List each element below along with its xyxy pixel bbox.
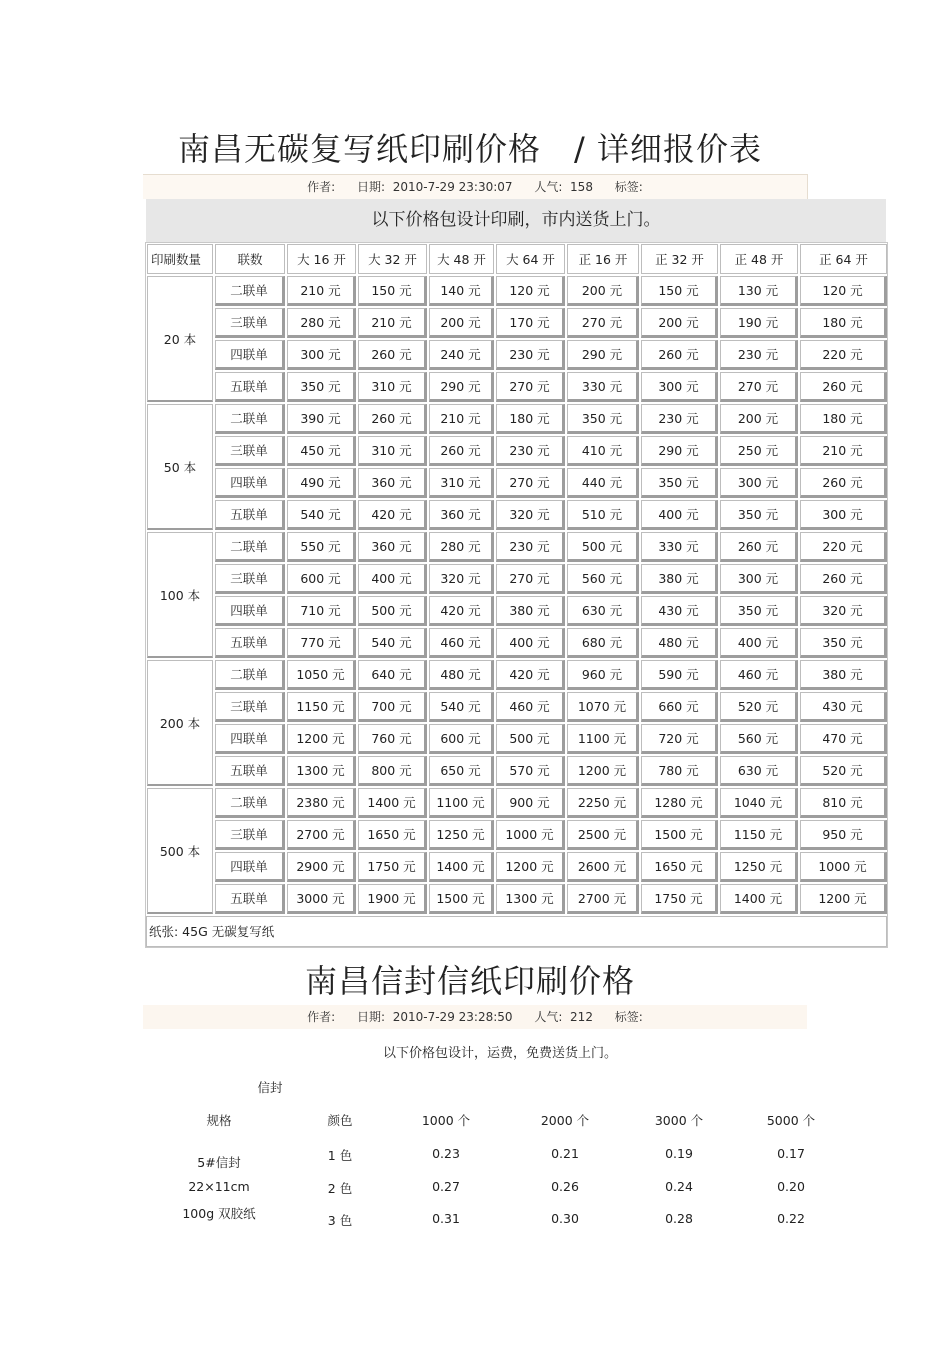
price-cell: 260 元 [429,436,494,466]
price-cell: 310 元 [358,372,427,402]
price-cell: 0.24 [665,1179,693,1194]
price-cell: 260 元 [800,468,887,498]
price-cell: 2700 元 [567,884,639,914]
form-type-cell: 二联单 [215,788,285,818]
form-type-cell: 五联单 [215,884,285,914]
price-cell: 1200 元 [287,724,356,754]
column-header: 印刷数量 [147,244,213,274]
date-text: 日期: 2010-7-29 23:28:50 [357,1010,513,1024]
price-cell: 320 元 [800,596,887,626]
price-cell: 260 元 [641,340,718,370]
price-cell: 210 元 [800,436,887,466]
color-cell: 1 色 [327,1148,353,1163]
price-cell: 230 元 [496,532,565,562]
price-cell: 280 元 [429,532,494,562]
page-title: 南昌无碳复写纸印刷价格 / 详细报价表 [178,130,762,168]
price-cell: 300 元 [720,468,798,498]
price-cell: 460 元 [720,660,798,690]
price-cell: 400 元 [358,564,427,594]
price-notice: 以下价格包设计印刷，市内送货上门。 [146,199,886,242]
form-type-cell: 五联单 [215,756,285,786]
price-cell: 960 元 [567,660,639,690]
price-cell: 350 元 [287,372,356,402]
column-header: 规格 [206,1113,232,1128]
column-header: 3000 个 [654,1113,704,1128]
price-cell: 480 元 [641,628,718,658]
price-cell: 410 元 [567,436,639,466]
price-cell: 660 元 [641,692,718,722]
price-cell: 600 元 [429,724,494,754]
price-cell: 450 元 [287,436,356,466]
column-header: 颜色 [327,1113,353,1128]
spec-line: 100g 双胶纸 [182,1206,256,1221]
price-cell: 520 元 [720,692,798,722]
form-type-cell: 四联单 [215,852,285,882]
price-cell: 1280 元 [641,788,718,818]
paper-note: 纸张: 45G 无碳复写纸 [146,916,887,947]
price-cell: 800 元 [358,756,427,786]
form-type-cell: 五联单 [215,372,285,402]
price-cell: 400 元 [641,500,718,530]
price-cell: 190 元 [720,308,798,338]
price-cell: 200 元 [429,308,494,338]
author-label: 作者: [307,1010,336,1024]
quantity-cell: 200 本 [147,660,213,786]
price-cell: 460 元 [496,692,565,722]
price-cell: 260 元 [720,532,798,562]
price-cell: 1070 元 [567,692,639,722]
form-type-cell: 二联单 [215,532,285,562]
price-cell: 270 元 [496,564,565,594]
price-cell: 130 元 [720,276,798,306]
price-cell: 0.31 [432,1211,460,1226]
price-cell: 430 元 [641,596,718,626]
price-cell: 1150 元 [287,692,356,722]
price-cell: 150 元 [641,276,718,306]
category-label: 信封 [257,1080,283,1095]
price-cell: 180 元 [800,308,887,338]
price-cell: 2250 元 [567,788,639,818]
column-header: 正 32 开 [641,244,718,274]
price-cell: 3000 元 [287,884,356,914]
price-cell: 0.28 [665,1211,693,1226]
price-cell: 0.17 [777,1146,805,1161]
price-cell: 700 元 [358,692,427,722]
form-type-cell: 五联单 [215,628,285,658]
price-cell: 2700 元 [287,820,356,850]
price-cell: 420 元 [429,596,494,626]
price-cell: 330 元 [567,372,639,402]
price-cell: 1200 元 [567,756,639,786]
price-cell: 200 元 [720,404,798,434]
price-cell: 400 元 [496,628,565,658]
price-cell: 230 元 [496,340,565,370]
price-cell: 2380 元 [287,788,356,818]
form-type-cell: 二联单 [215,404,285,434]
form-type-cell: 三联单 [215,692,285,722]
column-header: 2000 个 [540,1113,590,1128]
column-header: 大 48 开 [429,244,494,274]
price-cell: 260 元 [358,404,427,434]
price-cell: 300 元 [720,564,798,594]
price-cell: 0.20 [777,1179,805,1194]
price-cell: 380 元 [800,660,887,690]
price-cell: 1050 元 [287,660,356,690]
column-header: 大 32 开 [358,244,427,274]
price-cell: 200 元 [641,308,718,338]
price-cell: 1000 元 [800,852,887,882]
price-cell: 350 元 [567,404,639,434]
price-cell: 260 元 [800,564,887,594]
price-cell: 230 元 [720,340,798,370]
price-cell: 1250 元 [720,852,798,882]
price-cell: 1040 元 [720,788,798,818]
price-cell: 1300 元 [287,756,356,786]
section-title: 南昌信封信纸印刷价格 [304,962,635,1000]
price-cell: 950 元 [800,820,887,850]
price-cell: 320 元 [496,500,565,530]
price-cell: 420 元 [358,500,427,530]
form-type-cell: 三联单 [215,308,285,338]
price-cell: 240 元 [429,340,494,370]
price-cell: 350 元 [800,628,887,658]
quantity-cell: 50 本 [147,404,213,530]
popularity-text: 人气: 212 [534,1010,593,1024]
price-cell: 210 元 [358,308,427,338]
column-header: 5000 个 [766,1113,816,1128]
price-cell: 280 元 [287,308,356,338]
price-cell: 500 元 [358,596,427,626]
price-cell: 1250 元 [429,820,494,850]
quantity-cell: 500 本 [147,788,213,914]
price-cell: 560 元 [720,724,798,754]
price-cell: 570 元 [496,756,565,786]
price-cell: 500 元 [567,532,639,562]
price-cell: 320 元 [429,564,494,594]
form-type-cell: 三联单 [215,820,285,850]
color-cell: 2 色 [327,1181,353,1196]
form-type-cell: 二联单 [215,660,285,690]
price-cell: 210 元 [287,276,356,306]
price-cell: 1200 元 [496,852,565,882]
price-cell: 600 元 [287,564,356,594]
price-cell: 230 元 [641,404,718,434]
price-cell: 290 元 [641,436,718,466]
form-type-cell: 二联单 [215,276,285,306]
column-header: 大 64 开 [496,244,565,274]
form-type-cell: 四联单 [215,596,285,626]
price-cell: 780 元 [641,756,718,786]
price-cell: 2500 元 [567,820,639,850]
quantity-cell: 20 本 [147,276,213,402]
price-cell: 170 元 [496,308,565,338]
price-cell: 1150 元 [720,820,798,850]
price-cell: 350 元 [720,500,798,530]
price-cell: 300 元 [287,340,356,370]
price-cell: 210 元 [429,404,494,434]
price-cell: 1300 元 [496,884,565,914]
price-cell: 360 元 [358,468,427,498]
price-cell: 310 元 [358,436,427,466]
price-cell: 360 元 [429,500,494,530]
price-cell: 550 元 [287,532,356,562]
price-cell: 300 元 [641,372,718,402]
price-cell: 540 元 [287,500,356,530]
price-cell: 540 元 [358,628,427,658]
form-type-cell: 四联单 [215,340,285,370]
price-cell: 220 元 [800,340,887,370]
form-type-cell: 三联单 [215,436,285,466]
popularity-text: 人气: 158 [534,180,593,194]
price-cell: 640 元 [358,660,427,690]
column-header: 正 48 开 [720,244,798,274]
price-cell: 180 元 [496,404,565,434]
price-cell: 0.23 [432,1146,460,1161]
form-type-cell: 三联单 [215,564,285,594]
price-cell: 400 元 [720,628,798,658]
price-cell: 380 元 [496,596,565,626]
price-cell: 480 元 [429,660,494,690]
price-cell: 2600 元 [567,852,639,882]
price-cell: 350 元 [720,596,798,626]
price-cell: 760 元 [358,724,427,754]
price-cell: 1750 元 [358,852,427,882]
price-cell: 1100 元 [429,788,494,818]
price-cell: 2900 元 [287,852,356,882]
price-cell: 150 元 [358,276,427,306]
price-cell: 650 元 [429,756,494,786]
price-cell: 1000 元 [496,820,565,850]
price-cell: 310 元 [429,468,494,498]
price-cell: 1750 元 [641,884,718,914]
price-cell: 220 元 [800,532,887,562]
price-cell: 390 元 [287,404,356,434]
price-cell: 120 元 [496,276,565,306]
price-cell: 270 元 [496,372,565,402]
column-header: 1000 个 [421,1113,471,1128]
price-cell: 590 元 [641,660,718,690]
form-type-cell: 五联单 [215,500,285,530]
column-header: 正 16 开 [567,244,639,274]
price-cell: 810 元 [800,788,887,818]
price-cell: 230 元 [496,436,565,466]
form-type-cell: 四联单 [215,468,285,498]
price-cell: 250 元 [720,436,798,466]
price-cell: 140 元 [429,276,494,306]
price-cell: 720 元 [641,724,718,754]
price-cell: 260 元 [800,372,887,402]
price-cell: 540 元 [429,692,494,722]
article-meta [143,174,808,199]
price-cell: 270 元 [496,468,565,498]
price-cell: 440 元 [567,468,639,498]
article-meta-2 [143,1005,807,1029]
color-cell: 3 色 [327,1213,353,1228]
envelope-notice: 以下价格包设计，运费，免费送货上门。 [382,1046,617,1061]
price-cell: 380 元 [641,564,718,594]
price-cell: 900 元 [496,788,565,818]
price-cell: 260 元 [358,340,427,370]
price-cell: 1500 元 [641,820,718,850]
price-cell: 0.26 [551,1179,579,1194]
tags-label: 标签: [614,180,643,194]
price-cell: 1650 元 [358,820,427,850]
price-cell: 180 元 [800,404,887,434]
price-cell: 300 元 [800,500,887,530]
price-cell: 290 元 [429,372,494,402]
price-cell: 460 元 [429,628,494,658]
price-cell: 360 元 [358,532,427,562]
price-cell: 200 元 [567,276,639,306]
price-cell: 1400 元 [358,788,427,818]
price-cell: 630 元 [720,756,798,786]
price-cell: 430 元 [800,692,887,722]
price-cell: 770 元 [287,628,356,658]
price-cell: 1500 元 [429,884,494,914]
date-text: 日期: 2010-7-29 23:30:07 [357,180,513,194]
price-cell: 290 元 [567,340,639,370]
price-cell: 560 元 [567,564,639,594]
column-header: 正 64 开 [800,244,887,274]
price-cell: 1400 元 [429,852,494,882]
price-cell: 420 元 [496,660,565,690]
tags-label: 标签: [614,1010,643,1024]
price-cell: 490 元 [287,468,356,498]
price-cell: 680 元 [567,628,639,658]
quantity-cell: 100 本 [147,532,213,658]
price-cell: 350 元 [641,468,718,498]
spec-line: 22×11cm [188,1179,250,1194]
price-cell: 0.27 [432,1179,460,1194]
form-type-cell: 四联单 [215,724,285,754]
price-cell: 120 元 [800,276,887,306]
price-cell: 1650 元 [641,852,718,882]
price-cell: 520 元 [800,756,887,786]
column-header: 大 16 开 [287,244,356,274]
price-cell: 270 元 [720,372,798,402]
spec-line: 5#信封 [197,1155,241,1170]
price-cell: 1900 元 [358,884,427,914]
price-cell: 470 元 [800,724,887,754]
price-cell: 270 元 [567,308,639,338]
price-cell: 1100 元 [567,724,639,754]
price-cell: 0.19 [665,1146,693,1161]
price-cell: 0.30 [551,1211,579,1226]
price-cell: 330 元 [641,532,718,562]
price-cell: 1200 元 [800,884,887,914]
author-label: 作者: [307,180,336,194]
price-cell: 710 元 [287,596,356,626]
price-cell: 1400 元 [720,884,798,914]
price-cell: 500 元 [496,724,565,754]
price-cell: 630 元 [567,596,639,626]
price-cell: 510 元 [567,500,639,530]
column-header: 联数 [215,244,285,274]
price-cell: 0.22 [777,1211,805,1226]
price-cell: 0.21 [551,1146,579,1161]
